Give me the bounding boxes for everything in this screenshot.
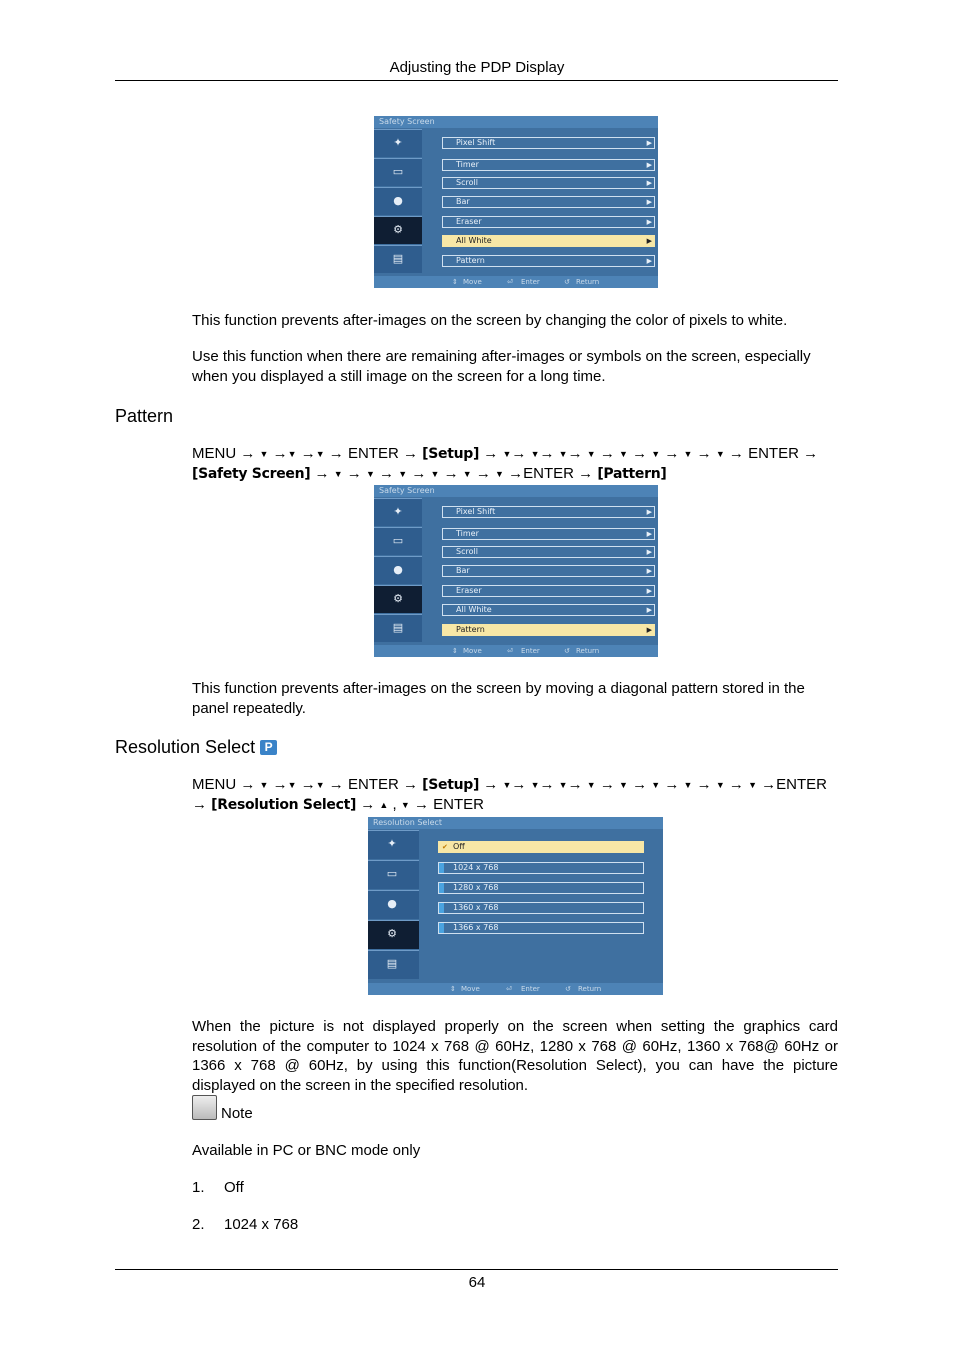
return-icon: ↺	[564, 278, 570, 286]
osd-resolution-select	[368, 817, 663, 995]
paragraph-resolution-select: When the picture is not displayed properly on the screen when setting the graphics card resolution of the computer to 1024 x 768 @ 60Hz, 1280 x 768 @ 60Hz, 1360 x 768@ 60Hz or 1366 x 768 @ 60Hz, by using this function(Resolution Select), you can have the picture displayed on the screen in the specified resolution.	[192, 1018, 838, 1094]
osd-title: Safety Screen	[374, 485, 658, 497]
osd-resolution-option: 1366 x 768	[438, 922, 644, 934]
arrow-right-icon: ▶	[646, 567, 652, 575]
osd-sidebar	[368, 830, 419, 982]
arrow-right-icon: ▶	[646, 139, 652, 147]
osd-safety-screen-all-white	[374, 116, 658, 288]
osd-title: Safety Screen	[374, 116, 658, 128]
resolution-key-sequence: MENU → ▼ →▼ →▼ → ENTER → [Setup] → ▼→ ▼→ ▼→ ▼ → ▼ → ▼ → ▼ → ▼ → ▼ →ENTER → [Resolution Select] → ▲ , ▼ → ENTER	[192, 776, 828, 813]
osd-item: Eraser ▶	[442, 216, 655, 228]
setup-icon: ⚙	[368, 920, 419, 949]
list-item-number: 1.	[192, 1179, 205, 1196]
return-icon: ↺	[565, 985, 571, 993]
availability-text: Available in PC or BNC mode only	[192, 1142, 421, 1159]
note-icon	[192, 1095, 217, 1120]
arrow-right-icon: ▶	[646, 606, 652, 614]
osd-item: Bar ▶	[442, 565, 655, 577]
enter-icon: ⏎	[507, 278, 513, 286]
osd-item: All White ▶	[442, 604, 655, 616]
enter-icon: ⏎	[506, 985, 512, 993]
input-icon: ▤	[374, 614, 422, 642]
sound-icon: ●	[374, 187, 422, 215]
picture-icon: ▭	[368, 860, 419, 889]
osd-item: Pattern ▶	[442, 255, 655, 267]
paragraph-all-white-1: This function prevents after-images on the screen by changing the color of pixels to white.	[192, 312, 788, 329]
osd-footer: ⇕ Move ⏎ Enter ↺ Return	[374, 276, 658, 288]
arrow-right-icon: ▶	[646, 626, 652, 634]
down-arrow-icon: ▼	[259, 449, 269, 459]
return-icon: ↺	[564, 647, 570, 655]
arrow-right-icon: ▶	[646, 218, 652, 226]
osd-item: Pixel Shift ▶	[442, 506, 655, 518]
sound-icon: ●	[368, 890, 419, 919]
osd-item: Eraser ▶	[442, 585, 655, 597]
arrow-right-icon: ▶	[646, 530, 652, 538]
osd-item: Bar ▶	[442, 196, 655, 208]
arrow-right-icon: ▶	[646, 508, 652, 516]
input-icon: ▤	[374, 245, 422, 273]
move-icon: ⇕	[450, 985, 456, 993]
pattern-key-sequence: MENU → ▼ →▼ →▼ → ENTER → [Setup] → ▼→ ▼→ ▼→ ▼ → ▼ → ▼ → ▼ → ▼ → ENTER → [Safety Screen] → ▼ → ▼ → ▼ → ▼ → ▼ → ▼ →ENTER → [Pattern]	[192, 445, 819, 482]
arrow-right-icon: ▶	[646, 587, 652, 595]
input-icon: ▤	[368, 950, 419, 979]
arrow-right-icon: ▶	[646, 237, 652, 245]
osd-item-selected: All White ▶	[442, 235, 655, 247]
osd-item: Scroll ▶	[442, 546, 655, 558]
satellite-icon: ✦	[374, 498, 422, 526]
note-label: Note	[221, 1105, 253, 1122]
osd-resolution-option: 1024 x 768	[438, 862, 644, 874]
setup-icon: ⚙	[374, 216, 422, 244]
arrow-right-icon: ▶	[646, 179, 652, 187]
move-icon: ⇕	[452, 278, 458, 286]
osd-item: Timer ▶	[442, 528, 655, 540]
section-heading-resolution-select: Resolution Select P	[115, 737, 277, 758]
sound-icon: ●	[374, 556, 422, 584]
osd-item: Scroll ▶	[442, 177, 655, 189]
page-number: 64	[468, 1274, 486, 1291]
satellite-icon: ✦	[368, 830, 419, 859]
osd-sidebar	[374, 129, 422, 275]
down-arrow-icon: ▼	[259, 780, 269, 790]
satellite-icon: ✦	[374, 129, 422, 157]
osd-item-selected: Pattern ▶	[442, 624, 655, 636]
list-item-number: 2.	[192, 1216, 205, 1233]
picture-icon: ▭	[374, 158, 422, 186]
list-item-label: 1024 x 768	[224, 1216, 299, 1233]
paragraph-pattern: This function prevents after-images on the screen by moving a diagonal pattern stored in the panel repeatedly.	[192, 680, 805, 717]
osd-resolution-option-selected: ✔ Off	[438, 841, 644, 853]
check-icon: ✔	[442, 843, 448, 851]
arrow-right-icon: ▶	[646, 198, 652, 206]
footer-rule	[115, 1269, 838, 1270]
paragraph-all-white-2: Use this function when there are remaining after-images or symbols on the screen, especially when you displayed a still image on the screen for a long time.	[192, 348, 811, 385]
osd-safety-screen-pattern	[374, 485, 658, 657]
osd-footer: ⇕ Move ⏎ Enter ↺ Return	[374, 645, 658, 657]
header-rule	[115, 80, 838, 81]
pc-mode-badge-icon: P	[260, 740, 277, 755]
osd-item: Timer ▶	[442, 159, 655, 171]
osd-item: Pixel Shift ▶	[442, 137, 655, 149]
list-item-label: Off	[224, 1179, 244, 1196]
page-header-title: Adjusting the PDP Display	[389, 59, 565, 76]
picture-icon: ▭	[374, 527, 422, 555]
osd-title: Resolution Select	[368, 817, 663, 829]
move-icon: ⇕	[452, 647, 458, 655]
up-arrow-icon: ▲	[379, 800, 389, 810]
osd-resolution-option: 1280 x 768	[438, 882, 644, 894]
arrow-right-icon: ▶	[646, 161, 652, 169]
arrow-right-icon: ▶	[646, 257, 652, 265]
osd-resolution-option: 1360 x 768	[438, 902, 644, 914]
osd-footer: ⇕ Move ⏎ Enter ↺ Return	[368, 983, 663, 995]
arrow-right-icon: ▶	[646, 548, 652, 556]
section-heading-pattern: Pattern	[115, 406, 174, 426]
enter-icon: ⏎	[507, 647, 513, 655]
setup-icon: ⚙	[374, 585, 422, 613]
osd-sidebar	[374, 498, 422, 644]
